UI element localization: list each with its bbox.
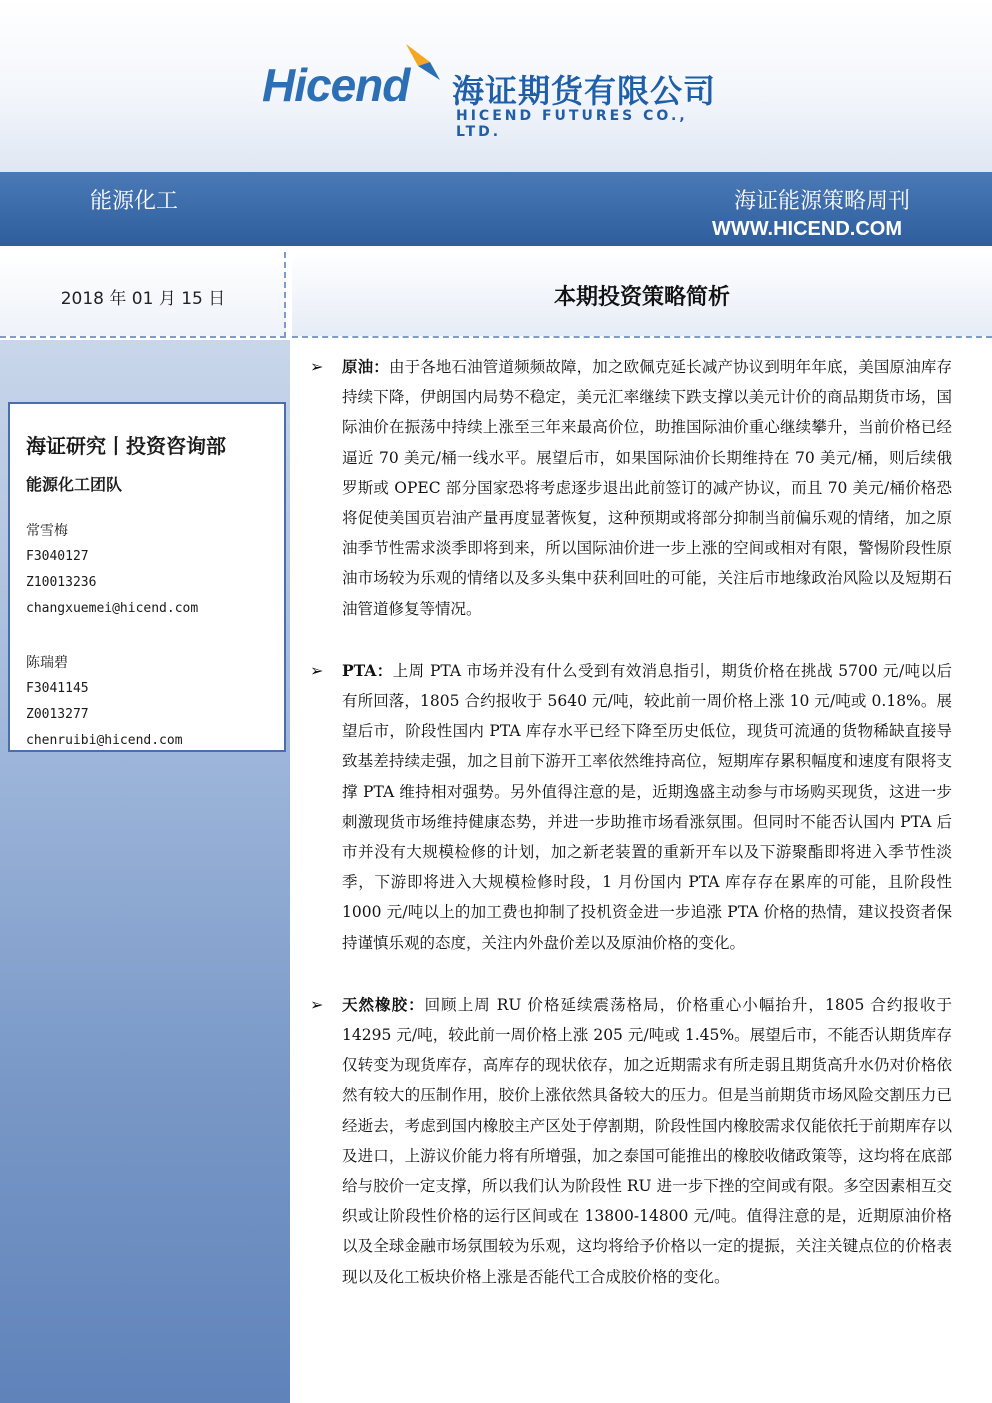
section-heading: 天然橡胶： [342,994,425,1014]
report-header [0,0,992,172]
section-heading: 原油： [342,357,389,376]
commodity-section-rubber [304,990,952,1292]
page-title: 本期投资策略简析 [553,285,730,310]
analyst-card [8,402,286,752]
date-panel [0,252,286,338]
analyst-entry [26,518,198,622]
sector-label: 能源化工 [90,189,179,214]
logo-swoosh-icon [400,40,444,84]
arrow-bullet-icon: ➢ [310,357,324,376]
commodity-section-crude-oil [304,352,952,624]
department-name: 海证研究丨投资咨询部 [26,434,226,458]
company-logo [262,40,732,140]
commodity-section-pta [304,656,952,958]
logo-chinese-text: 海证期货有限公司 [452,72,717,110]
analysis-content [304,352,952,1324]
team-name: 能源化工团队 [26,475,123,494]
analyst-name: 常雪梅 [26,523,68,539]
analyst-license-id: F3041145 [26,681,89,696]
section-body: 上周 PTA 市场并没有什么受到有效消息指引，期货价格在挑战 5700 元/吨以后有所回落，1805 合约报收于 5640 元/吨，较此前一周价格上涨 10 元/吨或 0.18%。展望后市，阶段性国内 PTA 库存水平已经下降至历史低位，现货可流通的货物稀缺直接导致基差持续走强，加之目前下游开工率依然维持高位，短期库存累积幅度和速度有限将支撑 PTA 维持相对强势。另外值得注意的是，近期逸盛主动参与市场购买现货，这进一步刺激现货市场维持健康态势，并进一步助推市场看涨氛围。但同时不能否认国内 PTA 后市并没有大规模检修的计划，加之新老装置的重新开车以及下游聚酯即将进入季节性淡季，下游即将进入大规模检修时段，1 月份国内 PTA 库存存在累库的可能，且阶段性 1000 元/吨以上的加工费也抑制了投机资金进一步追涨 PTA 价格的热情，建议投资者保持谨慎乐观的态度，关注内外盘价差以及原油价格的变化。 [342,661,952,952]
publication-title: 海证能源策略周刊 [733,189,910,214]
arrow-bullet-icon: ➢ [310,994,324,1014]
analyst-consult-id: Z10013236 [26,575,97,590]
section-heading: PTA： [342,660,393,680]
arrow-bullet-icon: ➢ [310,660,324,680]
logo-english-text: Hicend [262,59,410,111]
analyst-consult-id: Z0013277 [26,707,89,722]
analyst-entry [26,650,183,752]
sidebar [0,340,290,1403]
analyst-email[interactable]: chenruibi@hicend.com [26,733,183,748]
section-body: 由于各地石油管道频频故障，加之欧佩克延长减产协议到明年年底，美国原油库存持续下降，伊朗国内局势不稳定，美元汇率继续下跌支撑以美元计价的商品期货市场，国际油价在振荡中持续上涨至三年来最高价位，助推国际油价重心继续攀升，当前价格已经逼近 70 美元/桶一线水平。展望后市，如果国际油价长期维持在 70 美元/桶，则后续俄罗斯或 OPEC 部分国家恐将考虑逐步退出此前签订的减产协议，而且 70 美元/桶价格恐将促使美国页岩油产量再度显著恢复，这种预期或将部分抑制当前偏乐观的情绪，加之原油季节性需求淡季即将到来，所以国际油价进一步上涨的空间或相对有限，警惕阶段性原油市场较为乐观的情绪以及多头集中获利回吐的可能，关注后市地缘政治风险以及短期石油管道修复等情况。 [342,358,952,618]
title-panel [292,252,992,338]
analyst-email[interactable]: changxuemei@hicend.com [26,601,199,616]
analyst-name: 陈瑞碧 [26,655,68,671]
website-link[interactable]: WWW.HICEND.COM [712,218,902,240]
analyst-license-id: F3040127 [26,549,89,564]
logo-subtitle: HICEND FUTURES CO., LTD. [456,108,688,140]
report-date: 2018 年 01 月 15 日 [60,289,226,309]
category-band [0,172,992,246]
section-body: 回顾上周 RU 价格延续震荡格局，价格重心小幅抬升，1805 合约报收于 14295 元/吨，较此前一周价格上涨 205 元/吨或 1.45%。展望后市，不能否认期货库存仅转变为现货库存，高库存的现状依存，加之近期需求有所走弱且期货高升水仍对价格依然有较大的压制作用，胶价上涨依然具备较大的压力。但是当前期货市场风险交割压力已经逝去，考虑到国内橡胶主产区处于停割期，阶段性国内橡胶需求仅能依托于前期库存以及进口，上游议价能力将有所增强，加之泰国可能推出的橡胶收储政策等，这均将在底部给与胶价一定支撑，所以我们认为阶段性 RU 进一步下挫的空间或有限。多空因素相互交织或让阶段性价格的运行区间或在 13800-14800 元/吨。值得注意的是，近期原油价格以及全球金融市场氛围较为乐观，这均将给予价格以一定的提振，关注关键点位的价格表现以及化工板块价格上涨是否能代工合成胶价格的变化。 [342,995,952,1286]
